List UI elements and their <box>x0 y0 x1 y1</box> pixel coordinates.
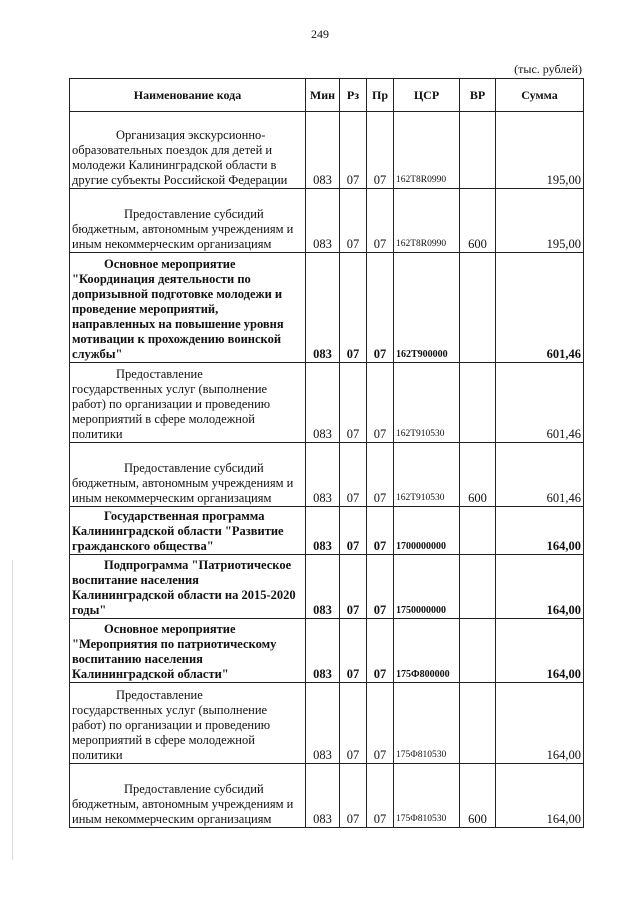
row-vr: 600 <box>460 764 496 828</box>
row-vr <box>460 555 496 619</box>
row-name-rest: "Мероприятия по патриотическому воспитанию населения Калининградской области" <box>72 637 277 681</box>
row-sum: 164,00 <box>496 507 584 555</box>
row-vr <box>460 253 496 363</box>
row-rz: 07 <box>340 443 367 507</box>
row-name-rest: Калининградской области "Развитие гражданского общества" <box>72 524 284 553</box>
header-csr: ЦСР <box>394 79 460 112</box>
row-name <box>70 253 306 363</box>
row-sum: 195,00 <box>496 112 584 189</box>
row-name <box>70 363 306 443</box>
row-pr: 07 <box>367 555 394 619</box>
row-vr <box>460 112 496 189</box>
table-row <box>70 555 584 619</box>
header-vr: ВР <box>460 79 496 112</box>
row-csr: 162T900000 <box>394 253 460 363</box>
header-rz: Рз <box>340 79 367 112</box>
header-min: Мин <box>306 79 340 112</box>
row-vr <box>460 683 496 764</box>
table-row <box>70 443 584 507</box>
row-rz: 07 <box>340 112 367 189</box>
row-name <box>70 112 306 189</box>
row-vr <box>460 619 496 683</box>
row-csr: 162T910530 <box>394 363 460 443</box>
row-csr: 162T8R0990 <box>394 189 460 253</box>
units-label: (тыс. рублей) <box>514 62 582 76</box>
row-name <box>70 443 306 507</box>
row-vr <box>460 363 496 443</box>
row-name-lead: Предоставление субсидий <box>124 207 264 221</box>
table-row <box>70 619 584 683</box>
row-rz: 07 <box>340 683 367 764</box>
row-rz: 07 <box>340 363 367 443</box>
row-pr: 07 <box>367 683 394 764</box>
row-sum: 164,00 <box>496 555 584 619</box>
row-rz: 07 <box>340 189 367 253</box>
row-name-rest: воспитание населения Калининградской области на 2015-2020 годы" <box>72 573 296 617</box>
row-name <box>70 189 306 253</box>
row-rz: 07 <box>340 555 367 619</box>
row-min: 083 <box>306 764 340 828</box>
row-min: 083 <box>306 253 340 363</box>
row-pr: 07 <box>367 112 394 189</box>
row-name <box>70 555 306 619</box>
row-csr: 162T910530 <box>394 443 460 507</box>
row-min: 083 <box>306 683 340 764</box>
table-row <box>70 363 584 443</box>
row-min: 083 <box>306 507 340 555</box>
row-pr: 07 <box>367 764 394 828</box>
row-name-rest: бюджетным, автономным учреждениям и иным некоммерческим организациям <box>72 222 294 251</box>
row-name-lead: Государственная программа <box>104 509 265 523</box>
row-name-rest: "Координация деятельности по допризывной подготовке молодежи и проведение мероприятий, направленных на повышение уровня мотивации к прохождению воинской службы" <box>72 272 284 361</box>
row-min: 083 <box>306 189 340 253</box>
row-name-lead: Основное мероприятие <box>104 622 236 636</box>
row-rz: 07 <box>340 619 367 683</box>
row-pr: 07 <box>367 253 394 363</box>
row-rz: 07 <box>340 253 367 363</box>
row-pr: 07 <box>367 363 394 443</box>
budget-table <box>69 78 584 828</box>
row-sum: 164,00 <box>496 683 584 764</box>
row-csr: 175Ф810530 <box>394 683 460 764</box>
header-pr: Пр <box>367 79 394 112</box>
table-row <box>70 253 584 363</box>
row-name <box>70 764 306 828</box>
row-min: 083 <box>306 555 340 619</box>
row-min: 083 <box>306 112 340 189</box>
row-sum: 195,00 <box>496 189 584 253</box>
row-vr: 600 <box>460 189 496 253</box>
row-name-lead: Предоставление <box>116 367 203 381</box>
row-name-rest: бюджетным, автономным учреждениям и иным некоммерческим организациям <box>72 476 294 505</box>
row-sum: 601,46 <box>496 253 584 363</box>
row-csr: 162T8R0990 <box>394 112 460 189</box>
row-vr <box>460 507 496 555</box>
table-row <box>70 764 584 828</box>
row-min: 083 <box>306 363 340 443</box>
row-sum: 164,00 <box>496 619 584 683</box>
row-csr: 1700000000 <box>394 507 460 555</box>
table-row <box>70 683 584 764</box>
row-name-rest: образовательных поездок для детей и молодежи Калининградской области в другие субъекты Российской Федерации <box>72 143 288 187</box>
row-pr: 07 <box>367 507 394 555</box>
row-name-rest: государственных услуг (выполнение работ) по организации и проведению мероприятий в сфере молодежной политики <box>72 703 271 762</box>
row-name-rest: государственных услуг (выполнение работ) по организации и проведению мероприятий в сфере молодежной политики <box>72 382 271 441</box>
row-name-lead: Предоставление субсидий <box>124 782 264 796</box>
scan-margin-line <box>12 560 13 860</box>
row-name-lead: Предоставление субсидий <box>124 461 264 475</box>
row-pr: 07 <box>367 189 394 253</box>
row-min: 083 <box>306 619 340 683</box>
table-row <box>70 189 584 253</box>
row-sum: 601,46 <box>496 363 584 443</box>
row-name <box>70 619 306 683</box>
table-header-row <box>70 79 584 112</box>
row-rz: 07 <box>340 507 367 555</box>
row-sum: 164,00 <box>496 764 584 828</box>
page-number: 249 <box>311 27 329 41</box>
row-name <box>70 683 306 764</box>
row-sum: 601,46 <box>496 443 584 507</box>
row-name <box>70 507 306 555</box>
row-name-rest: бюджетным, автономным учреждениям и иным некоммерческим организациям <box>72 797 294 826</box>
row-pr: 07 <box>367 619 394 683</box>
row-min: 083 <box>306 443 340 507</box>
row-name-lead: Организация экскурсионно- <box>116 128 266 142</box>
row-csr: 175Ф800000 <box>394 619 460 683</box>
row-name-lead: Предоставление <box>116 688 203 702</box>
row-csr: 1750000000 <box>394 555 460 619</box>
row-rz: 07 <box>340 764 367 828</box>
row-name-lead: Основное мероприятие <box>104 257 236 271</box>
header-sum: Сумма <box>496 79 584 112</box>
row-csr: 175Ф810530 <box>394 764 460 828</box>
table-row <box>70 112 584 189</box>
header-name: Наименование кода <box>70 79 306 112</box>
row-pr: 07 <box>367 443 394 507</box>
table-row <box>70 507 584 555</box>
row-vr: 600 <box>460 443 496 507</box>
row-name-lead: Подпрограмма "Патриотическое <box>104 558 292 572</box>
